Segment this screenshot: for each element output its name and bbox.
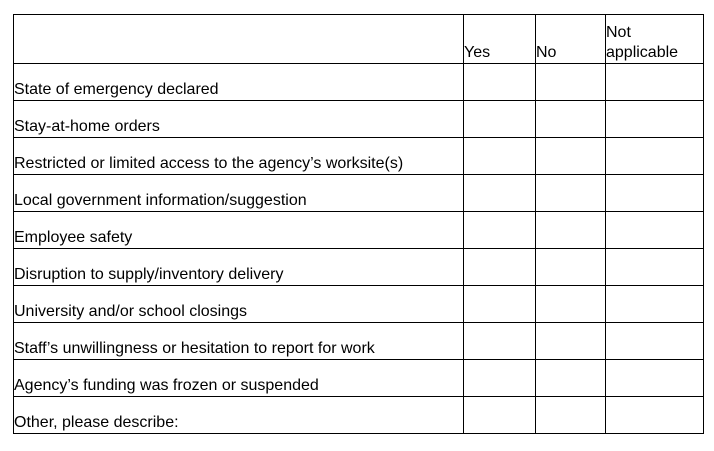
answer-cell-yes[interactable]	[464, 249, 536, 286]
table-row	[14, 397, 704, 434]
row-label: Employee safety	[14, 212, 464, 249]
row-label: State of emergency declared	[14, 64, 464, 101]
row-label: Agency’s funding was frozen or suspended	[14, 360, 464, 397]
answer-cell-yes[interactable]	[464, 64, 536, 101]
survey-table	[13, 14, 704, 434]
answer-cell-no[interactable]	[536, 323, 606, 360]
row-label: University and/or school closings	[14, 286, 464, 323]
answer-cell-no[interactable]	[536, 175, 606, 212]
table-row	[14, 212, 704, 249]
answer-cell-yes[interactable]	[464, 212, 536, 249]
answer-cell-yes[interactable]	[464, 101, 536, 138]
table-row	[14, 101, 704, 138]
table-row	[14, 323, 704, 360]
answer-cell-yes[interactable]	[464, 138, 536, 175]
answer-cell-not-applicable[interactable]	[606, 138, 704, 175]
answer-cell-not-applicable[interactable]	[606, 101, 704, 138]
answer-cell-not-applicable[interactable]	[606, 212, 704, 249]
header-not-applicable: Not applicable	[606, 15, 704, 64]
row-label: Staff’s unwillingness or hesitation to report for work	[14, 323, 464, 360]
answer-cell-not-applicable[interactable]	[606, 360, 704, 397]
answer-cell-no[interactable]	[536, 397, 606, 434]
answer-cell-not-applicable[interactable]	[606, 64, 704, 101]
answer-cell-no[interactable]	[536, 249, 606, 286]
table-row	[14, 249, 704, 286]
answer-cell-yes[interactable]	[464, 397, 536, 434]
answer-cell-no[interactable]	[536, 138, 606, 175]
table-row	[14, 138, 704, 175]
row-label: Stay-at-home orders	[14, 101, 464, 138]
answer-cell-yes[interactable]	[464, 286, 536, 323]
answer-cell-not-applicable[interactable]	[606, 323, 704, 360]
answer-cell-no[interactable]	[536, 101, 606, 138]
header-row	[14, 15, 704, 64]
answer-cell-no[interactable]	[536, 286, 606, 323]
answer-cell-no[interactable]	[536, 64, 606, 101]
table-row	[14, 64, 704, 101]
answer-cell-no[interactable]	[536, 360, 606, 397]
answer-cell-no[interactable]	[536, 212, 606, 249]
answer-cell-yes[interactable]	[464, 360, 536, 397]
row-label: Restricted or limited access to the agency’s worksite(s)	[14, 138, 464, 175]
answer-cell-not-applicable[interactable]	[606, 397, 704, 434]
answer-cell-yes[interactable]	[464, 323, 536, 360]
header-yes: Yes	[464, 15, 536, 64]
answer-cell-yes[interactable]	[464, 175, 536, 212]
table-row	[14, 286, 704, 323]
header-label-cell	[14, 15, 464, 64]
table-row	[14, 175, 704, 212]
answer-cell-not-applicable[interactable]	[606, 286, 704, 323]
answer-cell-not-applicable[interactable]	[606, 249, 704, 286]
table-row	[14, 360, 704, 397]
header-no: No	[536, 15, 606, 64]
row-label: Other, please describe:	[14, 397, 464, 434]
answer-cell-not-applicable[interactable]	[606, 175, 704, 212]
row-label: Local government information/suggestion	[14, 175, 464, 212]
row-label: Disruption to supply/inventory delivery	[14, 249, 464, 286]
